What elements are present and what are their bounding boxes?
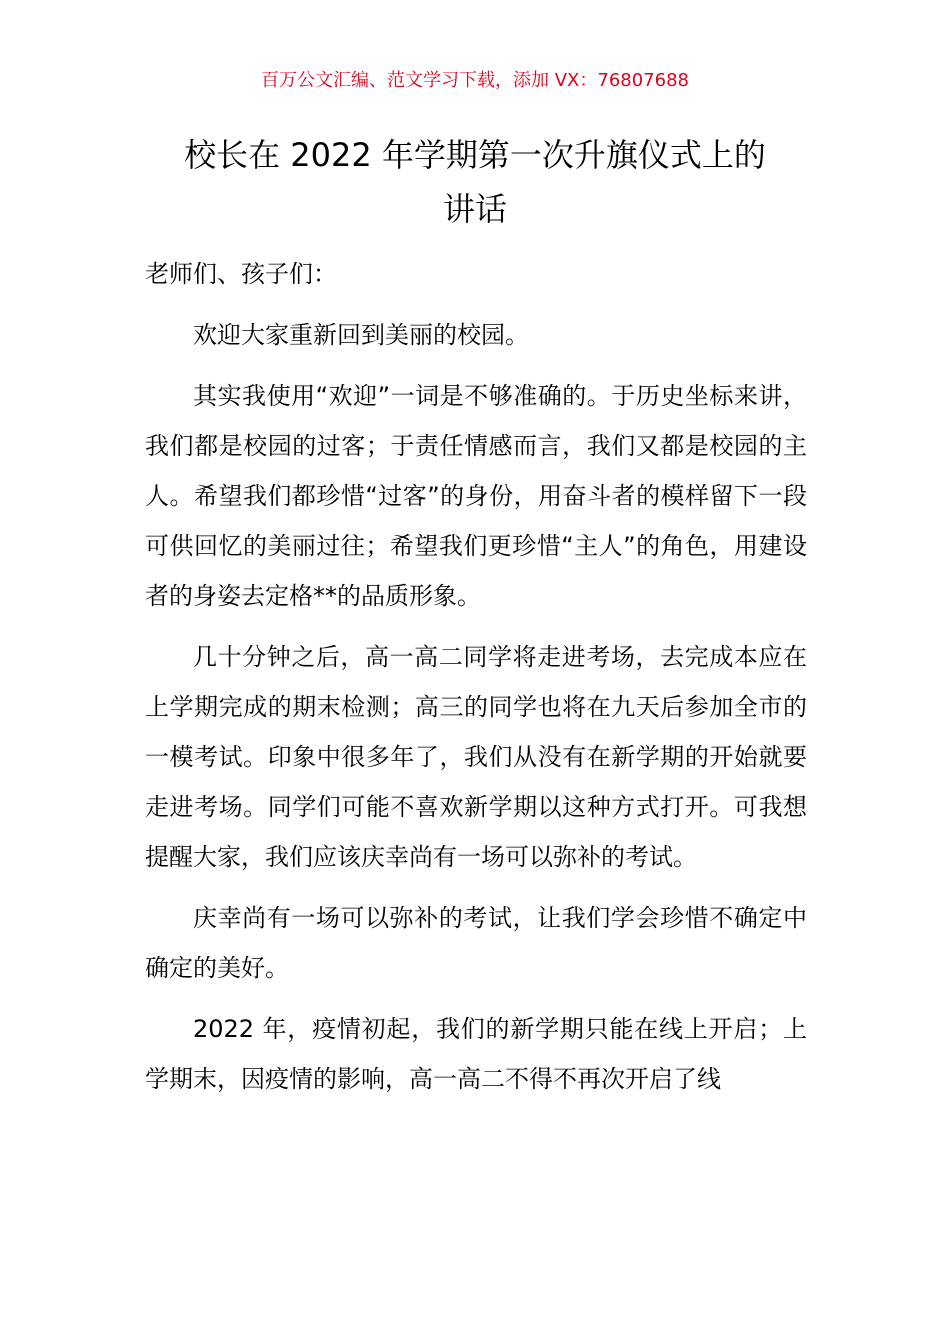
document-title-line-1: 校长在 2022 年学期第一次升旗仪式上的 bbox=[184, 136, 766, 174]
paragraph: 其实我使用“欢迎”一词是不够准确的。于历史坐标来讲，我们都是校园的过客；于责任情感而言，我们又都是校园的主人。希望我们都珍惜“过客”的身份，用奋斗者的模样留下一段可供回忆的美丽过往；希望我们更珍惜“主人”的角色，用建设者的身姿去定格**的品质形象。 bbox=[145, 382, 807, 610]
document-body bbox=[145, 249, 807, 1115]
document-title-line-2: 讲话 bbox=[442, 190, 507, 228]
header-banner: 百万公文汇编、范文学习下载，添加 VX：76807688 bbox=[261, 70, 689, 91]
document-title bbox=[143, 128, 807, 236]
paragraph: 欢迎大家重新回到美丽的校园。 bbox=[193, 321, 529, 349]
salutation: 老师们、孩子们： bbox=[145, 260, 337, 288]
paragraph: 庆幸尚有一场可以弥补的考试，让我们学会珍惜不确定中确定的美好。 bbox=[145, 904, 807, 982]
paragraph: 几十分钟之后，高一高二同学将走进考场，去完成本应在上学期完成的期末检测；高三的同学也将在九天后参加全市的一模考试。印象中很多年了，我们从没有在新学期的开始就要走进考场。同学们可能不喜欢新学期以这种方式打开。可我想提醒大家，我们应该庆幸尚有一场可以弥补的考试。 bbox=[145, 643, 807, 871]
paragraph: 2022 年，疫情初起，我们的新学期只能在线上开启；上学期末，因疫情的影响，高一高二不得不再次开启了线 bbox=[145, 1015, 807, 1093]
